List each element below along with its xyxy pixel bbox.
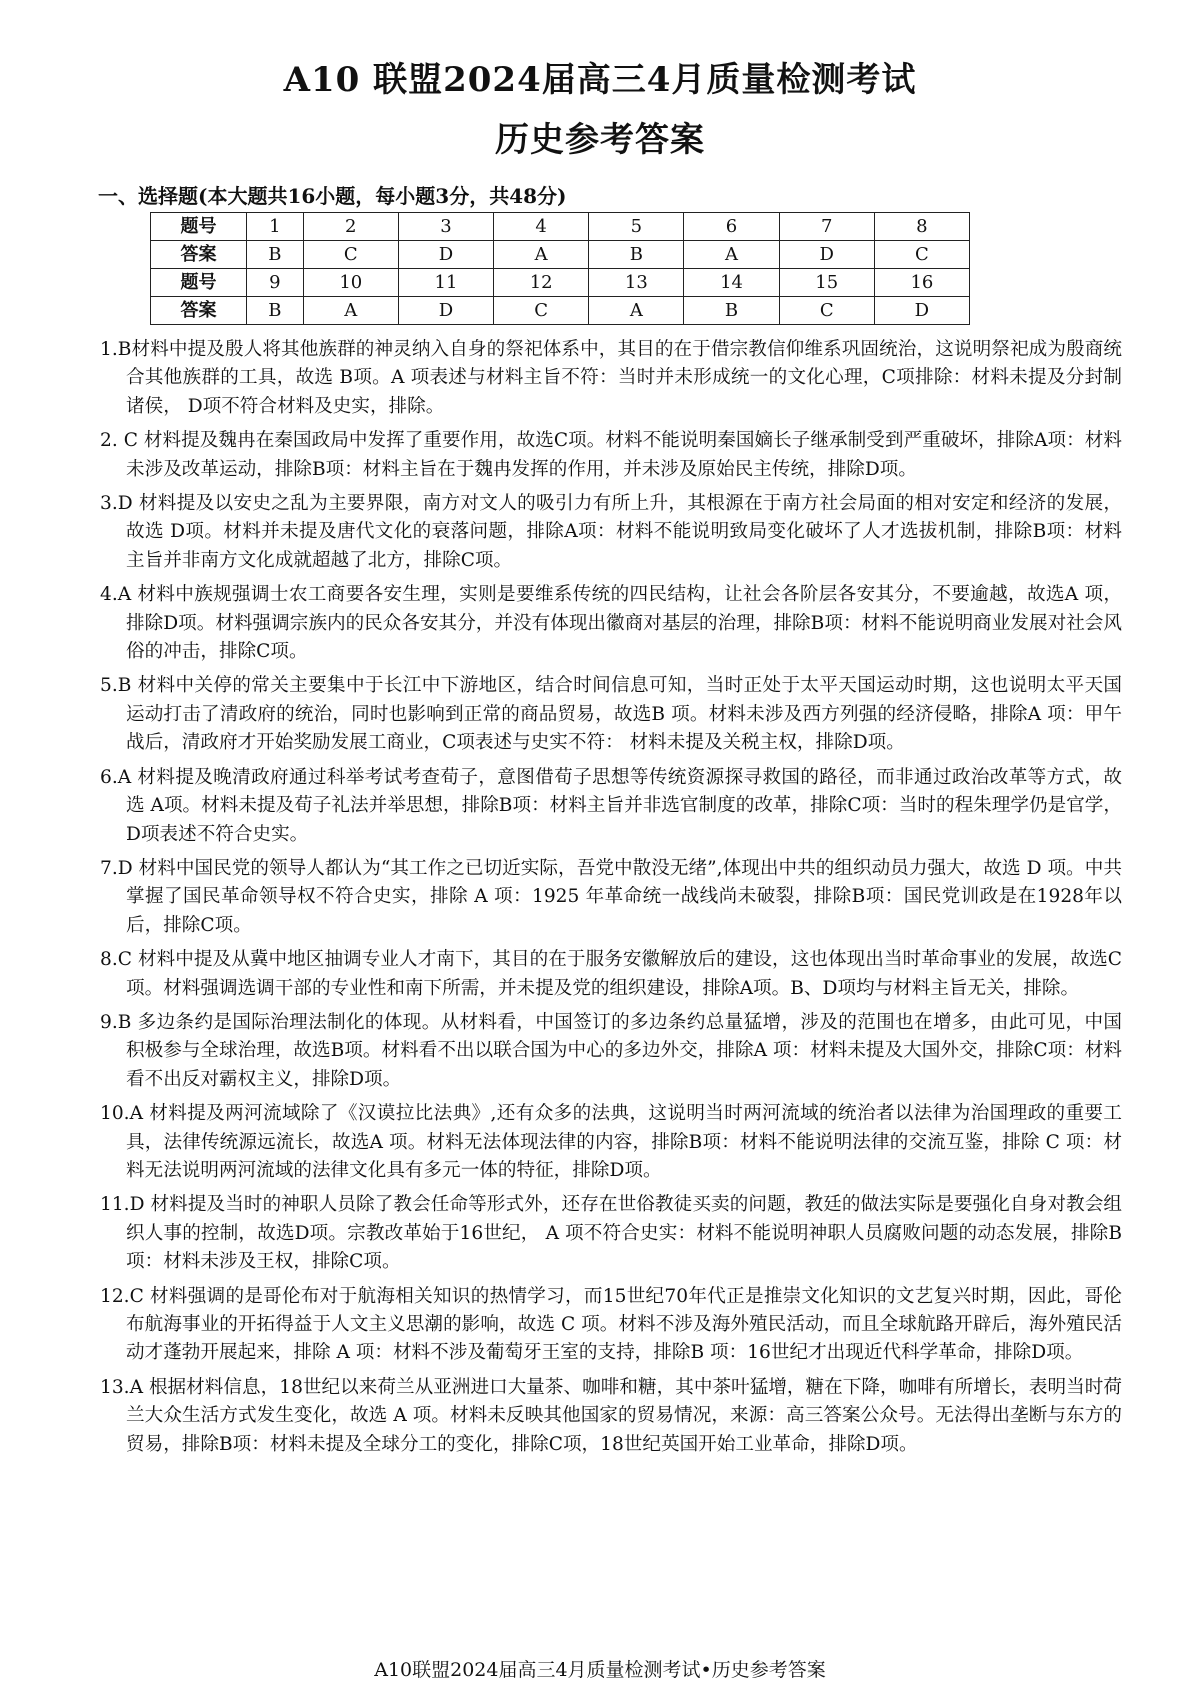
answer-letter: A (303, 297, 398, 325)
item-text: A 材料提及晚清政府通过科举考试考查荀子，意图借荀子思想等传统资源探寻救国的路径，而非通过政治改革等方式，故选 A项。材料未提及荀子礼法并举思想，排除B项：材料主旨并非选官制度的改革，排除C项：当时的程朱理学仍是官学，D项表述不符合史实。 (117, 766, 1122, 845)
item-text: D 材料提及以安史之乱为主要界限，南方对文人的吸引力有所上升，其根源在于南方社会局面的相对安定和经济的发展，故选 D项。材料并未提及唐代文化的衰落问题，排除A项：材料不能说明致局变化破坏了人才选拔机制，排除B项：材料主旨并非南方文化成就超越了北方，排除C项。 (117, 493, 1122, 571)
item-text: C 材料提及魏冉在秦国政局中发挥了重要作用，故选C项。材料不能说明秦国嫡长子继承制受到严重破坏，排除A项：材料未涉及改革运动，排除B项：材料主旨在于魏冉发挥的作用，并未涉及原始民主传统，排除D项。 (123, 430, 1122, 480)
question-number: 14 (684, 269, 779, 297)
explanation-item (100, 946, 1122, 1003)
question-number: 1 (247, 213, 304, 241)
row-label-answer: 答案 (151, 297, 247, 325)
explanation-item (100, 855, 1122, 940)
answer-letter: C (779, 297, 874, 325)
question-number: 9 (247, 269, 304, 297)
document-subtitle: 历史参考答案 (495, 120, 705, 160)
explanation-item (100, 1191, 1122, 1276)
item-text: D 材料提及当时的神职人员除了教会任命等形式外，还存在世俗教徒买卖的问题，教廷的做法实际是要强化自身对教会组织人事的控制，故选D项。宗教改革始于16世纪， A 项不符合史实：材料不能说明神职人员腐败问题的动态发展，排除B项：材料未涉及王权，排除C项。 (126, 1194, 1122, 1273)
question-number: 5 (589, 213, 684, 241)
answer-letter: B (684, 297, 779, 325)
item-text: C 材料中提及从冀中地区抽调专业人才南下，其目的在于服务安徽解放后的建设，这也体现出当时革命事业的发展，故选C 项。材料强调选调干部的专业性和南下所需，并未提及党的组织建设，排除A项。B、D项均与材料主旨无关，排除。 (117, 949, 1122, 999)
explanation-item (100, 427, 1122, 484)
question-number: 2 (303, 213, 398, 241)
item-text: B 多边条约是国际治理法制化的体现。从材料看，中国签订的多边条约总量猛增，涉及的范围也在增多，由此可见，中国积极参与全球治理，故选B项。材料看不出以联合国为中心的多边外交，排除A 项：材料未提及大国外交，排除C项：材料看不出反对霸权主义，排除D项。 (117, 1011, 1122, 1090)
item-number: 4. (100, 584, 118, 606)
explanation-item (100, 581, 1122, 666)
item-text: A 根据材料信息，18世纪以来荷兰从亚洲进口大量茶、咖啡和糖，其中茶叶猛增，糖在下降，咖啡有所增长，表明当时荷兰大众生活方式发生变化，故选 A 项。材料未反映其他国家的贸易情况，来源：高三答案公众号。无法得出垄断与东方的贸易，排除B项：材料未提及全球分工的变化，排除C项，18世纪英国开始工业革命，排除D项。 (126, 1376, 1122, 1455)
answer-letter: C (494, 297, 589, 325)
question-number: 4 (494, 213, 589, 241)
question-number: 16 (874, 269, 969, 297)
answer-letter: D (398, 297, 493, 325)
item-number: 13. (100, 1376, 130, 1398)
question-number: 10 (303, 269, 398, 297)
explanation-item (100, 764, 1122, 849)
explanation-item (100, 1009, 1122, 1094)
question-number: 3 (398, 213, 493, 241)
item-number: 11. (100, 1194, 130, 1216)
row-label-question: 题号 (151, 269, 247, 297)
explanation-item (100, 1100, 1122, 1185)
item-number: 8. (100, 949, 118, 971)
item-number: 5. (100, 675, 118, 697)
answer-letter: D (779, 241, 874, 269)
question-number: 7 (779, 213, 874, 241)
answer-letter: B (247, 297, 304, 325)
item-text: B材料中提及殷人将其他族群的神灵纳入自身的祭祀体系中，其目的在于借宗教信仰维系巩固统治，这说明祭祀成为殷商统合其他族群的工具，故选 B项。A 项表述与材料主旨不符：当时并未形成统一的文化心理，C项排除：材料未提及分封制诸侯， D项不符合材料及史实，排除。 (117, 339, 1122, 417)
item-number: 7. (100, 857, 118, 879)
item-number: 10. (100, 1103, 130, 1125)
explanation-list (100, 336, 1122, 1465)
table-row-answers-2 (151, 297, 970, 325)
answer-letter: D (398, 241, 493, 269)
item-number: 12. (100, 1285, 130, 1307)
item-text: A 材料中族规强调士农工商要各安生理，实则是要维系传统的四民结构，让社会各阶层各安其分，不要逾越，故选A 项，排除D项。材料强调宗族内的民众各安其分，并没有体现出徽商对基层的治理，排除B项：材料不能说明商业发展对社会风俗的冲击，排除C项。 (117, 584, 1122, 663)
explanation-item (100, 336, 1122, 421)
question-number: 6 (684, 213, 779, 241)
table-row-questions-1 (151, 213, 970, 241)
answer-letter: C (874, 241, 969, 269)
item-text: D 材料中国民党的领导人都认为“其工作之已切近实际，吾党中散没无绪”,体现出中共的组织动员力强大，故选 D 项。中共掌握了国民革命领导权不符合史实，排除 A 项：1925 年革命统一战线尚未破裂，排除B项：国民党训政是在1928年以后，排除C项。 (117, 857, 1122, 936)
answer-letter: B (589, 241, 684, 269)
question-number: 8 (874, 213, 969, 241)
item-number: 9. (100, 1011, 118, 1033)
explanation-item (100, 1374, 1122, 1459)
explanation-item (100, 490, 1122, 575)
item-text: B 材料中关停的常关主要集中于长江中下游地区，结合时间信息可知，当时正处于太平天国运动时期，这也说明太平天国运动打击了清政府的统治，同时也影响到正常的商品贸易，故选B 项。材料未涉及西方列强的经济侵略，排除A 项：甲午战后，清政府才开始奖励发展工商业，C项表述与史实不符： 材料未提及关税主权，排除D项。 (117, 675, 1122, 754)
answer-letter: A (684, 241, 779, 269)
question-number: 11 (398, 269, 493, 297)
answer-letter: B (247, 241, 304, 269)
section-heading: 一、选择题(本大题共16小题，每小题3分，共48分) (98, 184, 567, 208)
explanation-item (100, 1283, 1122, 1368)
item-number: 2. (100, 430, 118, 452)
explanation-item (100, 672, 1122, 757)
answer-letter: C (303, 241, 398, 269)
table-row-questions-2 (151, 269, 970, 297)
answer-letter: A (494, 241, 589, 269)
row-label-answer: 答案 (151, 241, 247, 269)
answer-letter: D (874, 297, 969, 325)
item-text: A 材料提及两河流域除了《汉谟拉比法典》,还有众多的法典，这说明当时两河流域的统治者以法律为治国理政的重要工具，法律传统源远流长，故选A 项。材料无法体现法律的内容，排除B项：材料不能说明法律的交流互鉴，排除 C 项：材料无法说明两河流域的法律文化具有多元一体的特征，排除D项。 (126, 1103, 1122, 1181)
question-number: 15 (779, 269, 874, 297)
table-row-answers-1 (151, 241, 970, 269)
item-number: 1. (100, 339, 118, 360)
answer-letter: A (589, 297, 684, 325)
page-footer: A10联盟2024届高三4月质量检测考试•历史参考答案 (374, 1659, 826, 1681)
question-number: 13 (589, 269, 684, 297)
row-label-question: 题号 (151, 213, 247, 241)
question-number: 12 (494, 269, 589, 297)
item-text: C 材料强调的是哥伦布对于航海相关知识的热情学习，而15世纪70年代正是推崇文化知识的文艺复兴时期，因此，哥伦布航海事业的开拓得益于人文主义思潮的影响，故选 C 项。材料不涉及海外殖民活动，而且全球航路开辟后，海外殖民活动才蓬勃开展起来，排除 A 项：材料不涉及葡萄牙王室的支持，排除B 项：16世纪才出现近代科学革命，排除D项。 (126, 1285, 1122, 1364)
item-number: 6. (100, 766, 118, 788)
answer-table (150, 212, 970, 325)
item-number: 3. (100, 493, 118, 515)
document-title: A10 联盟2024届高三4月质量检测考试 (283, 60, 917, 100)
